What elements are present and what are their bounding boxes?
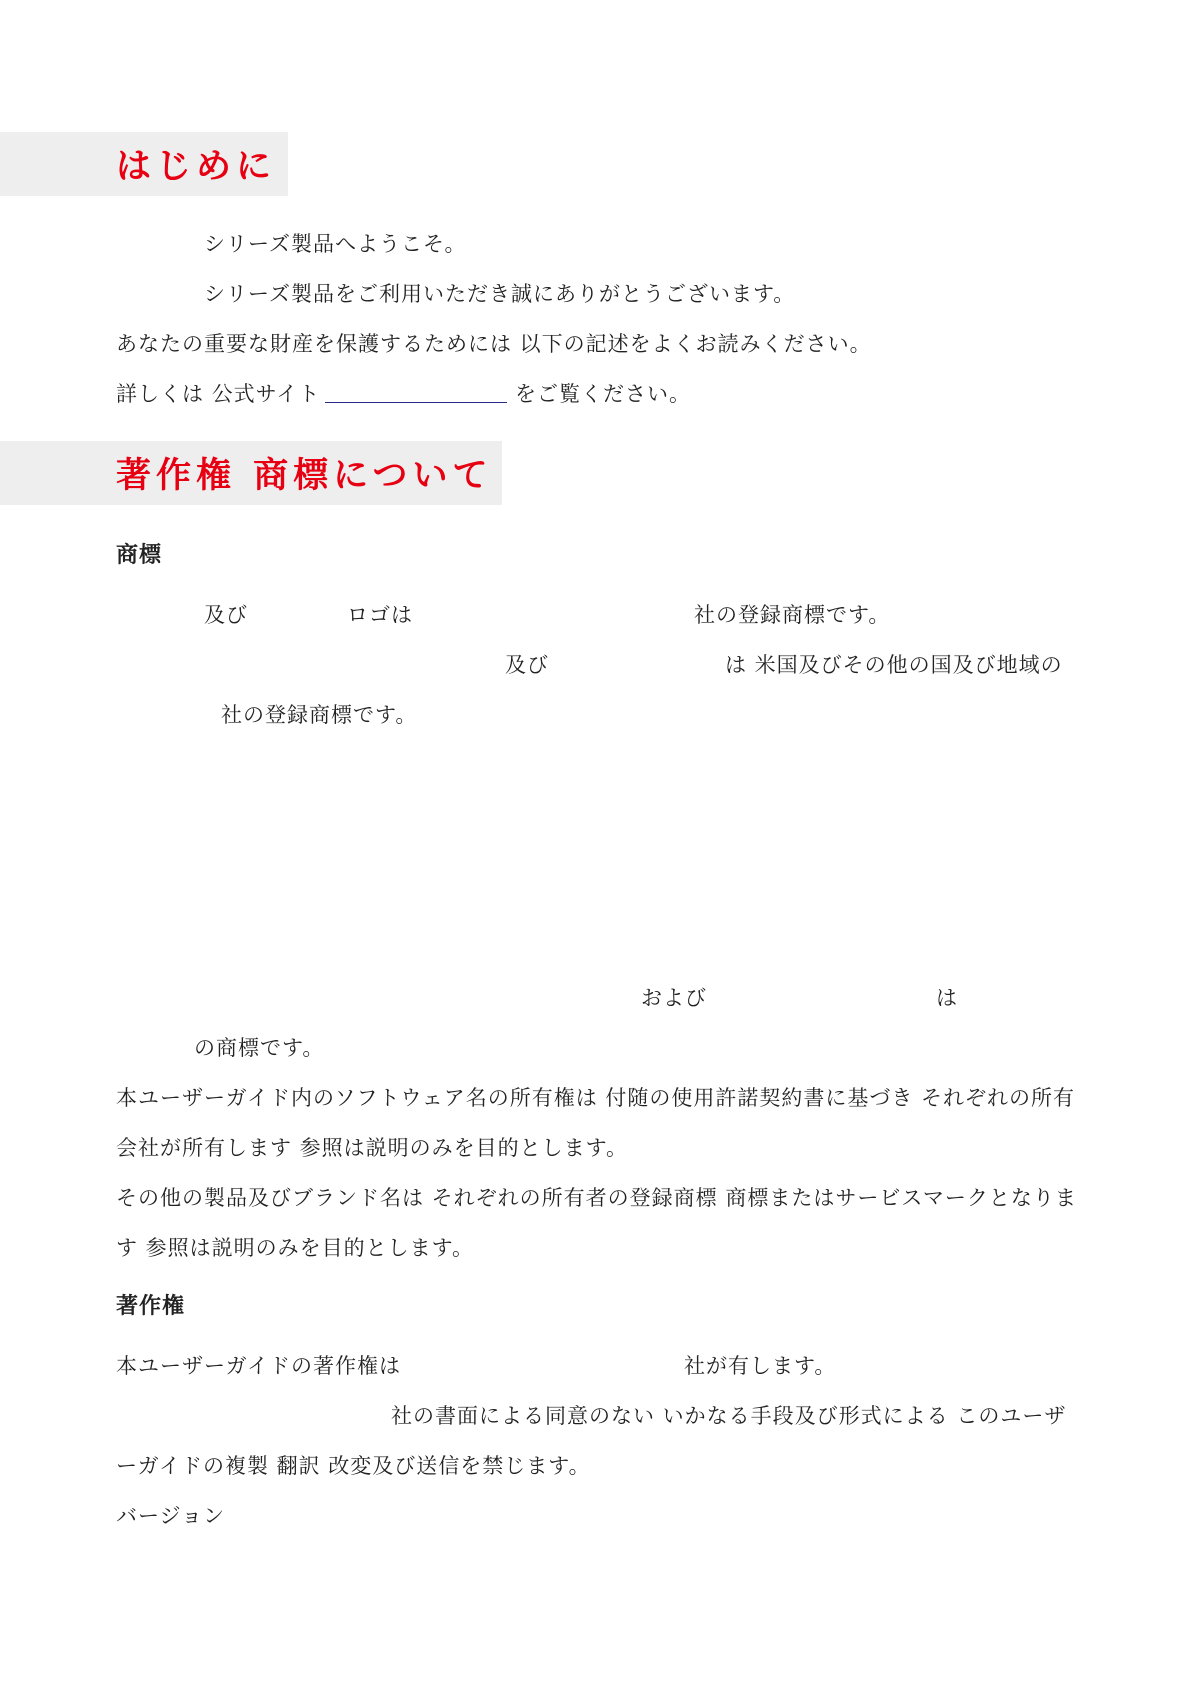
section-heading-intro: はじめに: [116, 147, 277, 187]
trademark-line-4b: は: [936, 986, 958, 1010]
copyright-line-1b: 社が有します。: [684, 1354, 837, 1378]
copyright-line-3: ーガイドの複製 翻訳 改変及び送信を禁じます。: [116, 1454, 591, 1478]
section-banner-copyright: [0, 441, 502, 505]
intro-line-2: シリーズ製品をご利用いただき誠にありがとうございます。: [204, 282, 796, 306]
trademark-line-2a: 及び: [505, 653, 549, 677]
copyright-line-2: 社の書面による同意のない いかなる手段及び形式による このユーザ: [391, 1404, 1067, 1428]
trademark-line-2b: は 米国及びその他の国及び地域の: [725, 653, 1063, 677]
trademark-line-7: 会社が所有します 参照は説明のみを目的とします。: [116, 1136, 628, 1160]
intro-line-4-suffix: をご覧ください。: [515, 382, 691, 406]
copyright-line-1a: 本ユーザーガイドの著作権は: [116, 1354, 401, 1378]
official-site-link[interactable]: [325, 382, 507, 403]
intro-line-4-prefix: 詳しくは 公式サイト: [116, 382, 321, 406]
trademark-line-5: の商標です。: [194, 1036, 325, 1060]
trademark-line-3: 社の登録商標です。: [221, 703, 418, 727]
section-banner-intro: [0, 132, 288, 196]
trademark-line-6: 本ユーザーガイド内のソフトウェア名の所有権は 付随の使用許諾契約書に基づき それぞれの所有: [116, 1086, 1076, 1110]
version-label: バージョン: [116, 1504, 226, 1528]
copyright-subheading: 著作権: [116, 1294, 186, 1319]
section-heading-copyright: 著作権 商標について: [116, 456, 493, 496]
intro-line-3: あなたの重要な財産を保護するためには 以下の記述をよくお読みください。: [116, 332, 872, 356]
trademark-line-1a: 及び: [204, 603, 248, 627]
trademark-line-1b: ロゴは: [347, 603, 413, 627]
intro-line-1: シリーズ製品へようこそ。: [204, 232, 467, 256]
trademark-line-1c: 社の登録商標です。: [694, 603, 891, 627]
trademark-line-8: その他の製品及びブランド名は それぞれの所有者の登録商標 商標またはサービスマークとなりま: [116, 1186, 1077, 1210]
trademark-subheading: 商標: [116, 543, 163, 568]
trademark-line-9: す 参照は説明のみを目的とします。: [116, 1236, 474, 1260]
trademark-line-4a: および: [641, 986, 707, 1010]
